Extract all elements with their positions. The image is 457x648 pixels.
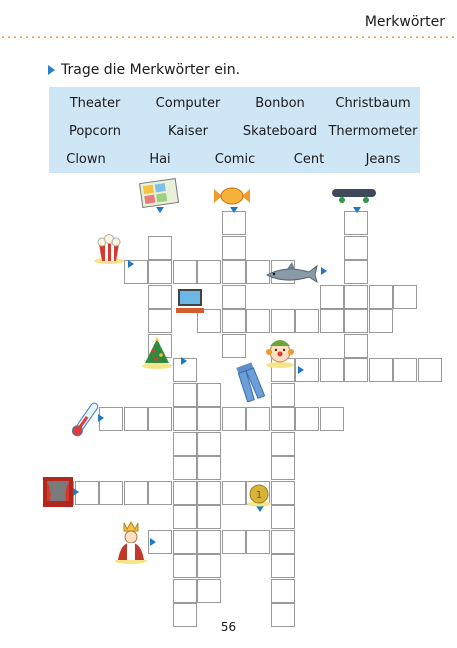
crossword-cell[interactable] (271, 579, 295, 603)
crossword-cell[interactable] (197, 260, 221, 284)
crossword-cell[interactable] (271, 383, 295, 407)
crossword-cell[interactable] (393, 285, 417, 309)
crossword-cell[interactable] (222, 334, 246, 358)
page-number: 56 (220, 620, 237, 634)
crossword-cell[interactable] (197, 554, 221, 578)
crossword-cell[interactable] (344, 260, 368, 284)
crossword-cell[interactable] (197, 432, 221, 456)
shark-icon (265, 262, 319, 284)
word-popcorn: Popcorn (68, 124, 122, 139)
cent-coin-icon (246, 483, 272, 507)
crossword-cell[interactable] (222, 309, 246, 333)
crossword-cell[interactable] (99, 481, 123, 505)
word-theater: Theater (69, 96, 121, 111)
bonbon-icon (212, 183, 252, 209)
word-comic: Comic (214, 152, 256, 167)
crossword-cell[interactable] (222, 407, 246, 431)
crossword-cell[interactable] (197, 530, 221, 554)
thermometer-icon (70, 398, 100, 440)
word-cent: Cent (293, 152, 325, 167)
crossword-cell[interactable] (173, 554, 197, 578)
crossword-cell[interactable] (344, 309, 368, 333)
crossword-cell[interactable] (173, 432, 197, 456)
crossword-cell[interactable] (344, 236, 368, 260)
word-clown: Clown (66, 152, 106, 167)
crossword-cell[interactable] (124, 481, 148, 505)
word-thermometer: Thermometer (328, 124, 418, 139)
svg-text:1: 1 (255, 490, 263, 501)
crossword-cell[interactable] (148, 285, 172, 309)
crossword-cell[interactable] (197, 383, 221, 407)
crossword-cell[interactable] (222, 211, 246, 235)
crossword-cell[interactable] (271, 456, 295, 480)
crossword-cell[interactable] (173, 579, 197, 603)
start-arrow-icon (128, 260, 134, 268)
crossword-cell[interactable] (320, 358, 344, 382)
start-arrow-icon (150, 538, 156, 546)
start-arrow-icon (321, 267, 327, 275)
crossword-cell[interactable] (148, 260, 172, 284)
crossword-cell[interactable] (344, 211, 368, 235)
crossword-cell[interactable] (222, 260, 246, 284)
comic-icon (138, 178, 180, 210)
crossword-cell[interactable] (173, 505, 197, 529)
crossword-cell[interactable] (197, 481, 221, 505)
crossword-cell[interactable] (344, 334, 368, 358)
page-header-title: Merkwörter (364, 14, 445, 30)
crossword-cell[interactable] (197, 407, 221, 431)
crossword-cell[interactable] (197, 579, 221, 603)
start-arrow-icon (181, 357, 187, 365)
crossword-cell[interactable] (148, 407, 172, 431)
instruction-text: Trage die Merkwörter ein. (61, 62, 241, 78)
crossword-cell[interactable] (173, 407, 197, 431)
crossword-cell[interactable] (344, 285, 368, 309)
crossword-cell[interactable] (320, 285, 344, 309)
crossword-cell[interactable] (246, 309, 270, 333)
crossword-cell[interactable] (173, 530, 197, 554)
crossword-cell[interactable] (148, 309, 172, 333)
crossword-cell[interactable] (271, 432, 295, 456)
crossword-cell[interactable] (148, 236, 172, 260)
computer-icon (175, 287, 205, 315)
crossword-cell[interactable] (222, 481, 246, 505)
crossword-cell[interactable] (320, 407, 344, 431)
crossword-cell[interactable] (369, 285, 393, 309)
crossword-cell[interactable] (295, 309, 319, 333)
skateboard-icon (330, 186, 378, 204)
crossword-cell[interactable] (222, 285, 246, 309)
crossword-cell[interactable] (222, 236, 246, 260)
crossword-cell[interactable] (173, 481, 197, 505)
crossword-cell[interactable] (344, 358, 368, 382)
crossword-cell[interactable] (148, 481, 172, 505)
crossword-cell[interactable] (271, 530, 295, 554)
word-bonbon: Bonbon (255, 96, 305, 111)
word-computer: Computer (155, 96, 221, 111)
crossword-cell[interactable] (369, 358, 393, 382)
crossword-cell[interactable] (295, 407, 319, 431)
crossword-cell[interactable] (246, 530, 270, 554)
king-icon (113, 520, 149, 564)
crossword-cell[interactable] (222, 530, 246, 554)
start-arrow-icon (298, 366, 304, 374)
clown-icon (264, 334, 296, 368)
crossword-cell[interactable] (369, 309, 393, 333)
word-kaiser: Kaiser (168, 124, 208, 139)
crossword-cell[interactable] (271, 554, 295, 578)
word-skateboard: Skateboard (242, 124, 318, 139)
crossword-cell[interactable] (393, 358, 417, 382)
crossword-cell[interactable] (197, 505, 221, 529)
crossword-cell[interactable] (418, 358, 442, 382)
crossword-cell[interactable] (246, 407, 270, 431)
popcorn-icon (92, 232, 126, 264)
word-hai: Hai (149, 152, 171, 167)
word-jeans: Jeans (365, 152, 401, 167)
crossword-cell[interactable] (320, 309, 344, 333)
start-arrow-icon (353, 207, 361, 213)
jeans-icon (234, 362, 266, 402)
crossword-cell[interactable] (271, 407, 295, 431)
theater-icon (42, 476, 74, 508)
crossword-cell[interactable] (173, 260, 197, 284)
crossword-cell[interactable] (271, 309, 295, 333)
crossword-cell[interactable] (124, 407, 148, 431)
crossword-cell[interactable] (271, 481, 295, 505)
crossword-cell[interactable] (197, 456, 221, 480)
crossword-cell[interactable] (271, 505, 295, 529)
crossword-cell[interactable] (173, 456, 197, 480)
crossword-cell[interactable] (173, 383, 197, 407)
word-christbaum: Christbaum (335, 96, 411, 111)
christmas-tree-icon (140, 337, 174, 369)
